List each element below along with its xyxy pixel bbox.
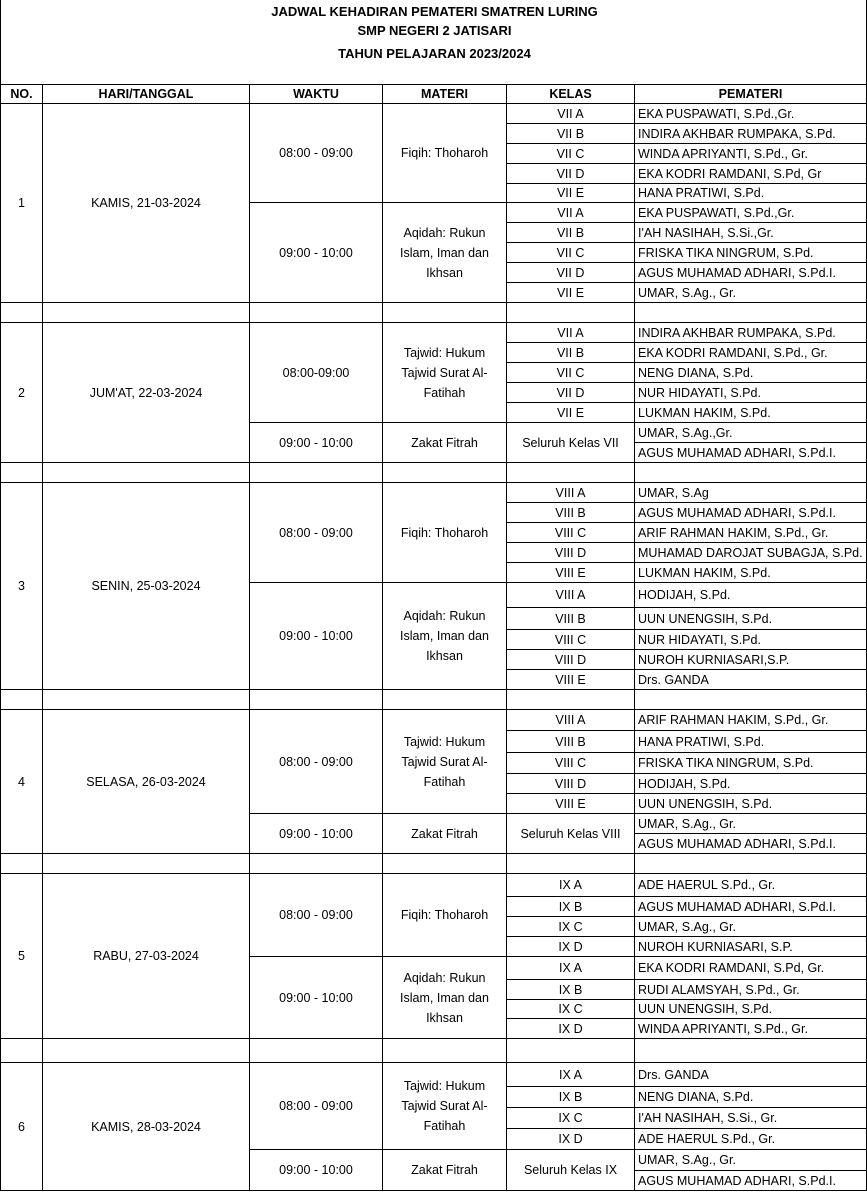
- class-cell: IX C: [507, 1108, 635, 1129]
- session-topic: Aqidah: Rukun Islam, Iman dan Ikhsan: [383, 583, 507, 690]
- class-cell: Seluruh Kelas VIII: [507, 814, 635, 854]
- spacer-cell: [507, 463, 635, 483]
- spacer-cell: [0, 463, 43, 483]
- class-cell: VIII B: [507, 731, 635, 753]
- class-cell: Seluruh Kelas VII: [507, 423, 635, 463]
- title-line-2: SMP NEGERI 2 JATISARI: [357, 23, 512, 38]
- class-cell: VII C: [507, 243, 635, 263]
- spacer-cell: [250, 1039, 383, 1063]
- speaker-cell: UMAR, S.Ag., Gr.: [635, 917, 867, 937]
- day-date: KAMIS, 21-03-2024: [43, 104, 250, 303]
- speaker-cell: AGUS MUHAMAD ADHARI, S.Pd.I.: [635, 263, 867, 283]
- speaker-cell: MUHAMAD DAROJAT SUBAGJA, S.Pd.: [635, 543, 867, 563]
- speaker-cell: NENG DIANA, S.Pd.: [635, 363, 867, 383]
- day-no: 4: [0, 710, 43, 854]
- session-topic: Aqidah: Rukun Islam, Iman dan Ikhsan: [383, 203, 507, 303]
- spacer-cell: [635, 463, 867, 483]
- title-line-1: JADWAL KEHADIRAN PEMATERI SMATREN LURING: [271, 4, 598, 19]
- session-time: 09:00 - 10:00: [250, 1150, 383, 1191]
- session-time: 08:00 - 09:00: [250, 1063, 383, 1150]
- speaker-cell: WINDA APRIYANTI, S.Pd., Gr.: [635, 1019, 867, 1039]
- speaker-cell: AGUS MUHAMAD ADHARI, S.Pd.I.: [635, 443, 867, 463]
- day-no: 5: [0, 874, 43, 1039]
- spacer-cell: [250, 690, 383, 710]
- class-cell: VIII D: [507, 650, 635, 670]
- speaker-cell: ADE HAERUL S.Pd., Gr.: [635, 1129, 867, 1150]
- spacer-cell: [0, 854, 43, 874]
- spacer-cell: [635, 303, 867, 323]
- class-cell: IX B: [507, 980, 635, 1000]
- speaker-cell: EKA PUSPAWATI, S.Pd.,Gr.: [635, 104, 867, 124]
- speaker-cell: HODIJAH, S.Pd.: [635, 774, 867, 794]
- spacer-cell: [507, 854, 635, 874]
- class-cell: VIII C: [507, 753, 635, 774]
- header-kelas: KELAS: [507, 84, 635, 104]
- session-time: 09:00 - 10:00: [250, 957, 383, 1039]
- speaker-cell: AGUS MUHAMAD ADHARI, S.Pd.I.: [635, 503, 867, 523]
- class-cell: VIII E: [507, 563, 635, 583]
- class-cell: IX D: [507, 937, 635, 957]
- speaker-cell: EKA KODRI RAMDANI, S.Pd., Gr.: [635, 343, 867, 363]
- session-topic: Fiqih: Thoharoh: [383, 874, 507, 957]
- header-waktu: WAKTU: [250, 84, 383, 104]
- class-cell: VII B: [507, 223, 635, 243]
- spacer-cell: [250, 463, 383, 483]
- class-cell: IX A: [507, 874, 635, 897]
- speaker-cell: UMAR, S.Ag., Gr.: [635, 283, 867, 303]
- class-cell: VIII A: [507, 583, 635, 608]
- class-cell: VIII D: [507, 543, 635, 563]
- header-materi: MATERI: [383, 84, 507, 104]
- class-cell: VIII D: [507, 774, 635, 794]
- session-topic: Zakat Fitrah: [383, 423, 507, 463]
- spacer-cell: [0, 690, 43, 710]
- class-cell: VIII E: [507, 794, 635, 814]
- session-topic: Fiqih: Thoharoh: [383, 104, 507, 203]
- class-cell: VIII C: [507, 630, 635, 650]
- spacer-cell: [635, 690, 867, 710]
- session-time: 08:00 - 09:00: [250, 710, 383, 814]
- class-cell: VIII B: [507, 608, 635, 630]
- class-cell: IX C: [507, 1000, 635, 1019]
- speaker-cell: ARIF RAHMAN HAKIM, S.Pd., Gr.: [635, 523, 867, 543]
- session-topic: Tajwid: Hukum Tajwid Surat Al-Fatihah: [383, 710, 507, 814]
- speaker-cell: EKA KODRI RAMDANI, S.Pd, Gr: [635, 164, 867, 184]
- spacer-cell: [383, 690, 507, 710]
- speaker-cell: LUKMAN HAKIM, S.Pd.: [635, 563, 867, 583]
- class-cell: IX B: [507, 897, 635, 917]
- class-cell: Seluruh Kelas IX: [507, 1150, 635, 1191]
- session-topic: Tajwid: Hukum Tajwid Surat Al-Fatihah: [383, 323, 507, 423]
- spacer-cell: [43, 690, 250, 710]
- header-no: NO.: [0, 84, 43, 104]
- class-cell: VII D: [507, 164, 635, 184]
- speaker-cell: I'AH NASIHAH, S.Si.,Gr.: [635, 223, 867, 243]
- class-cell: IX A: [507, 1063, 635, 1087]
- speaker-cell: EKA PUSPAWATI, S.Pd.,Gr.: [635, 203, 867, 223]
- speaker-cell: UUN UNENGSIH, S.Pd.: [635, 794, 867, 814]
- spacer-cell: [43, 303, 250, 323]
- class-cell: VII A: [507, 203, 635, 223]
- class-cell: VII A: [507, 104, 635, 124]
- class-cell: VII C: [507, 144, 635, 164]
- class-cell: IX D: [507, 1129, 635, 1150]
- spacer-cell: [383, 463, 507, 483]
- speaker-cell: NUR HIDAYATI, S.Pd.: [635, 630, 867, 650]
- day-date: JUM'AT, 22-03-2024: [43, 323, 250, 463]
- spacer-cell: [507, 690, 635, 710]
- speaker-cell: NUR HIDAYATI, S.Pd.: [635, 383, 867, 403]
- day-date: SELASA, 26-03-2024: [43, 710, 250, 854]
- speaker-cell: NENG DIANA, S.Pd.: [635, 1087, 867, 1108]
- speaker-cell: ARIF RAHMAN HAKIM, S.Pd., Gr.: [635, 710, 867, 731]
- day-date: SENIN, 25-03-2024: [43, 483, 250, 690]
- speaker-cell: UMAR, S.Ag: [635, 483, 867, 503]
- speaker-cell: UUN UNENGSIH, S.Pd.: [635, 1000, 867, 1019]
- class-cell: IX C: [507, 917, 635, 937]
- class-cell: VIII B: [507, 503, 635, 523]
- speaker-cell: WINDA APRIYANTI, S.Pd., Gr.: [635, 144, 867, 164]
- speaker-cell: HODIJAH, S.Pd.: [635, 583, 867, 608]
- day-no: 1: [0, 104, 43, 303]
- session-topic: Zakat Fitrah: [383, 814, 507, 854]
- spacer-cell: [250, 854, 383, 874]
- day-no: 2: [0, 323, 43, 463]
- speaker-cell: RUDI ALAMSYAH, S.Pd., Gr.: [635, 980, 867, 1000]
- class-cell: VIII C: [507, 523, 635, 543]
- session-time: 08:00 - 09:00: [250, 104, 383, 203]
- speaker-cell: NUROH KURNIASARI,S.P.: [635, 650, 867, 670]
- spacer-cell: [635, 854, 867, 874]
- class-cell: VII E: [507, 184, 635, 203]
- spacer-cell: [43, 1039, 250, 1063]
- speaker-cell: INDIRA AKHBAR RUMPAKA, S.Pd.: [635, 124, 867, 144]
- spacer-cell: [383, 854, 507, 874]
- spacer-cell: [0, 1039, 43, 1063]
- session-time: 09:00 - 10:00: [250, 583, 383, 690]
- session-time: 08:00 - 09:00: [250, 874, 383, 957]
- session-time: 08:00-09:00: [250, 323, 383, 423]
- speaker-cell: LUKMAN HAKIM, S.Pd.: [635, 403, 867, 423]
- session-topic: Tajwid: Hukum Tajwid Surat Al-Fatihah: [383, 1063, 507, 1150]
- class-cell: VIII A: [507, 483, 635, 503]
- speaker-cell: UMAR, S.Ag.,Gr.: [635, 423, 867, 443]
- speaker-cell: NUROH KURNIASARI, S.P.: [635, 937, 867, 957]
- header-pemateri: PEMATERI: [635, 84, 867, 104]
- class-cell: VIII E: [507, 670, 635, 690]
- session-time: 09:00 - 10:00: [250, 423, 383, 463]
- speaker-cell: UMAR, S.Ag., Gr.: [635, 814, 867, 834]
- spacer-cell: [43, 463, 250, 483]
- header-hari-tanggal: HARI/TANGGAL: [43, 84, 250, 104]
- spacer-cell: [250, 303, 383, 323]
- speaker-cell: HANA PRATIWI, S.Pd.: [635, 731, 867, 753]
- session-time: 09:00 - 10:00: [250, 814, 383, 854]
- session-topic: Aqidah: Rukun Islam, Iman dan Ikhsan: [383, 957, 507, 1039]
- speaker-cell: AGUS MUHAMAD ADHARI, S.Pd.I.: [635, 834, 867, 854]
- day-date: RABU, 27-03-2024: [43, 874, 250, 1039]
- day-no: 3: [0, 483, 43, 690]
- day-no: 6: [0, 1063, 43, 1191]
- class-cell: VII E: [507, 403, 635, 423]
- speaker-cell: EKA KODRI RAMDANI, S.Pd, Gr.: [635, 957, 867, 980]
- spacer-cell: [0, 303, 43, 323]
- session-time: 08:00 - 09:00: [250, 483, 383, 583]
- speaker-cell: AGUS MUHAMAD ADHARI, S.Pd.I.: [635, 1171, 867, 1191]
- class-cell: VII A: [507, 323, 635, 343]
- class-cell: VIII A: [507, 710, 635, 731]
- spacer-cell: [43, 854, 250, 874]
- speaker-cell: AGUS MUHAMAD ADHARI, S.Pd.I.: [635, 897, 867, 917]
- class-cell: VII B: [507, 124, 635, 144]
- speaker-cell: UMAR, S.Ag., Gr.: [635, 1150, 867, 1171]
- speaker-cell: FRISKA TIKA NINGRUM, S.Pd.: [635, 753, 867, 774]
- spacer-cell: [507, 1039, 635, 1063]
- speaker-cell: UUN UNENGSIH, S.Pd.: [635, 608, 867, 630]
- class-cell: VII B: [507, 343, 635, 363]
- class-cell: IX A: [507, 957, 635, 980]
- spacer-cell: [383, 303, 507, 323]
- session-topic: Fiqih: Thoharoh: [383, 483, 507, 583]
- class-cell: VII D: [507, 383, 635, 403]
- speaker-cell: INDIRA AKHBAR RUMPAKA, S.Pd.: [635, 323, 867, 343]
- speaker-cell: I'AH NASIHAH, S.Si., Gr.: [635, 1108, 867, 1129]
- speaker-cell: Drs. GANDA: [635, 1063, 867, 1087]
- session-time: 09:00 - 10:00: [250, 203, 383, 303]
- speaker-cell: FRISKA TIKA NINGRUM, S.Pd.: [635, 243, 867, 263]
- class-cell: VII D: [507, 263, 635, 283]
- speaker-cell: ADE HAERUL S.Pd., Gr.: [635, 874, 867, 897]
- spacer-cell: [383, 1039, 507, 1063]
- class-cell: IX B: [507, 1087, 635, 1108]
- class-cell: VII E: [507, 283, 635, 303]
- spacer-cell: [635, 1039, 867, 1063]
- speaker-cell: HANA PRATIWI, S.Pd.: [635, 184, 867, 203]
- spacer-cell: [507, 303, 635, 323]
- title-line-3: TAHUN PELAJARAN 2023/2024: [338, 46, 531, 61]
- class-cell: IX D: [507, 1019, 635, 1039]
- class-cell: VII C: [507, 363, 635, 383]
- speaker-cell: Drs. GANDA: [635, 670, 867, 690]
- day-date: KAMIS, 28-03-2024: [43, 1063, 250, 1191]
- session-topic: Zakat Fitrah: [383, 1150, 507, 1191]
